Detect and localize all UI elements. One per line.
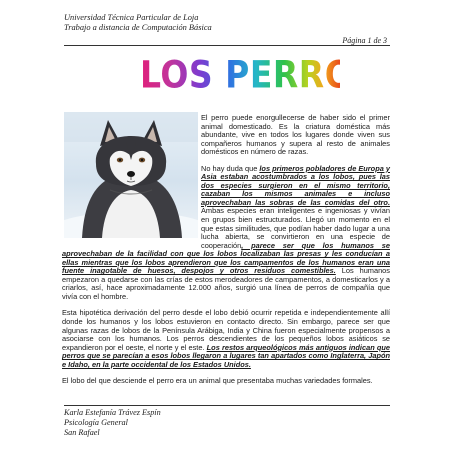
text-segment: Ambas especies eran inteligentes e ingeniosas y vivían en grupos bien estructurados. Llegó un momento en el que estas similitudes, que podían haber dado lugar a una lucha abierta, se convirtieron en una especie de cooperación (201, 206, 390, 250)
footer-divider (64, 405, 390, 406)
emphasized-text: , parece ser que los humanos se aprovechaban de la facilidad con que los lobos localizaban las presas y les conducían a ellas mientras que los lobos aprendieron que los campamentos de los humanos eran una fuente inagotable de huesos, despojos y otros residuos comestibles. (62, 240, 390, 276)
emphasized-text: los primeros pobladores de Europa y Asia estaban acostumbrados a los lobos, pues las dos especies surgieron en el mismo territorio, cazaban los mismos animales e incluso aprovechaban las sobras de las comidas del otro. (201, 163, 390, 207)
text-segment: Esta hipotética derivación del perro desde el lobo debió ocurrir repetida e independientemente allí donde los humanos y los lobos estuvieron en contacto directo. Sin embargo, parece ser que algunas razas de lobos de la Península Arábiga, India y China fueron especialmente propensos a asociarse con los humanos. Los perros descendientes de los pequeños lobos asiáticos se expandieron por el oeste, el norte y el este. (62, 308, 390, 352)
emphasized-text: Los restos arqueológicos más antiguos indican que perros que se parecían a esos lobos llegaron a lugares tan apartados como Inglaterra, Japón e Idaho, en la parte occidental de los Estados Unidos. (62, 342, 391, 369)
text-segment: Los humanos empezaron a quedarse con las crías de estos merodeadores de campamentos, a domesticarlos y a criarlos, así, hace aproximadamente 12.000 años, surgió una línea de perros de compañía que vivía con el hombre. (62, 266, 390, 301)
page-footer (64, 408, 161, 438)
text-segment: No hay duda que (201, 163, 260, 173)
image-text-wrap-spacer (62, 114, 201, 242)
text-segment: El lobo del que desciende el perro era un animal que presentaba muchas variedades formales. (62, 376, 373, 386)
footer-location: San Rafael (64, 428, 100, 437)
document-title: LOS PERROS (140, 51, 340, 98)
page-number: Página 1 de 3 (342, 36, 387, 45)
article-body (62, 114, 390, 394)
header-divider (64, 45, 390, 46)
text-segment: El perro puede enorgullecerse de haber sido el primer animal domesticado. Es la criatura doméstica más abundante, vive en todos los lugares donde viven sus compañeros humanos y supera al resto de animales domésticos en número de razas. (201, 113, 390, 157)
paragraph (62, 309, 390, 369)
header-university: Universidad Técnica Particular de Loja (64, 13, 199, 22)
header-course: Trabajo a distancia de Computación Básica (64, 23, 212, 32)
paragraph (62, 377, 390, 386)
page-header (64, 13, 394, 33)
footer-author: Karla Estefanía Trávez Espín (64, 408, 161, 417)
footer-program: Psicología General (64, 418, 128, 427)
